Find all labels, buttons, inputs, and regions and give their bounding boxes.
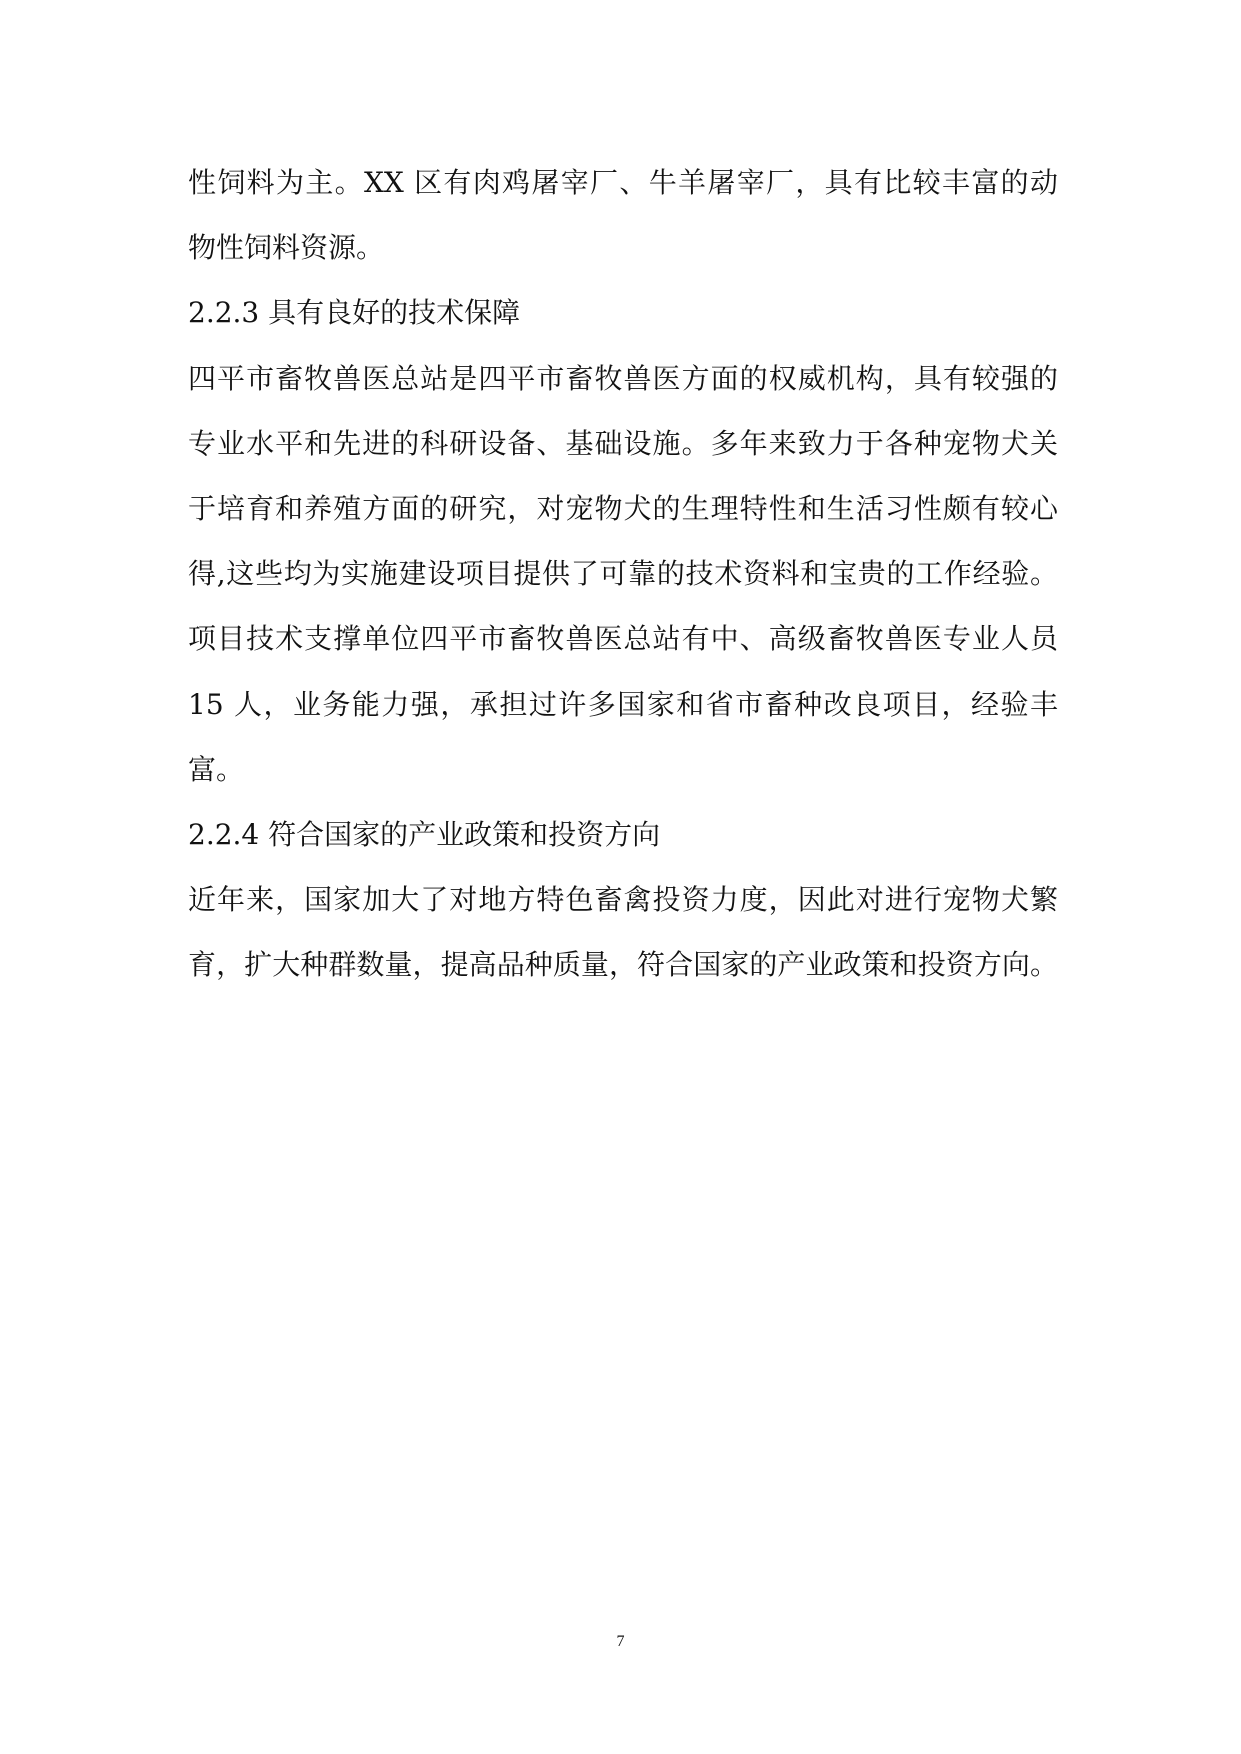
text-line: 近年来，国家加大了对地方特色畜禽投资力度，因此对进行宠物犬繁: [188, 883, 1058, 917]
text-line: 性饲料为主。XX 区有肉鸡屠宰厂、牛羊屠宰厂，具有比较丰富的动: [188, 166, 1058, 199]
text-line: 物性饲料资源。: [188, 231, 385, 265]
text-line: 育，扩大种群数量，提高品种质量，符合国家的产业政策和投资方向。: [188, 948, 1058, 982]
body-text: [188, 150, 1058, 997]
text-line: 富。: [188, 752, 245, 786]
text-line: 四平市畜牧兽医总站是四平市畜牧兽医方面的权威机构，具有较强的: [188, 361, 1058, 395]
text-line: 得,这些均为实施建设项目提供了可靠的技术资料和宝贵的工作经验。: [188, 557, 1058, 591]
section-heading: 2.2.3 具有良好的技术保障: [188, 296, 521, 330]
page-number: 7: [616, 1633, 625, 1650]
text-line: 15 人，业务能力强，承担过许多国家和省市畜种改良项目，经验丰: [188, 687, 1058, 721]
text-line: 项目技术支撑单位四平市畜牧兽医总站有中、高级畜牧兽医专业人员: [188, 622, 1058, 656]
section-heading: 2.2.4 符合国家的产业政策和投资方向: [188, 817, 661, 851]
text-line: 专业水平和先进的科研设备、基础设施。多年来致力于各种宠物犬关: [188, 426, 1058, 460]
text-line: 于培育和养殖方面的研究，对宠物犬的生理特性和生活习性颇有较心: [188, 491, 1058, 525]
